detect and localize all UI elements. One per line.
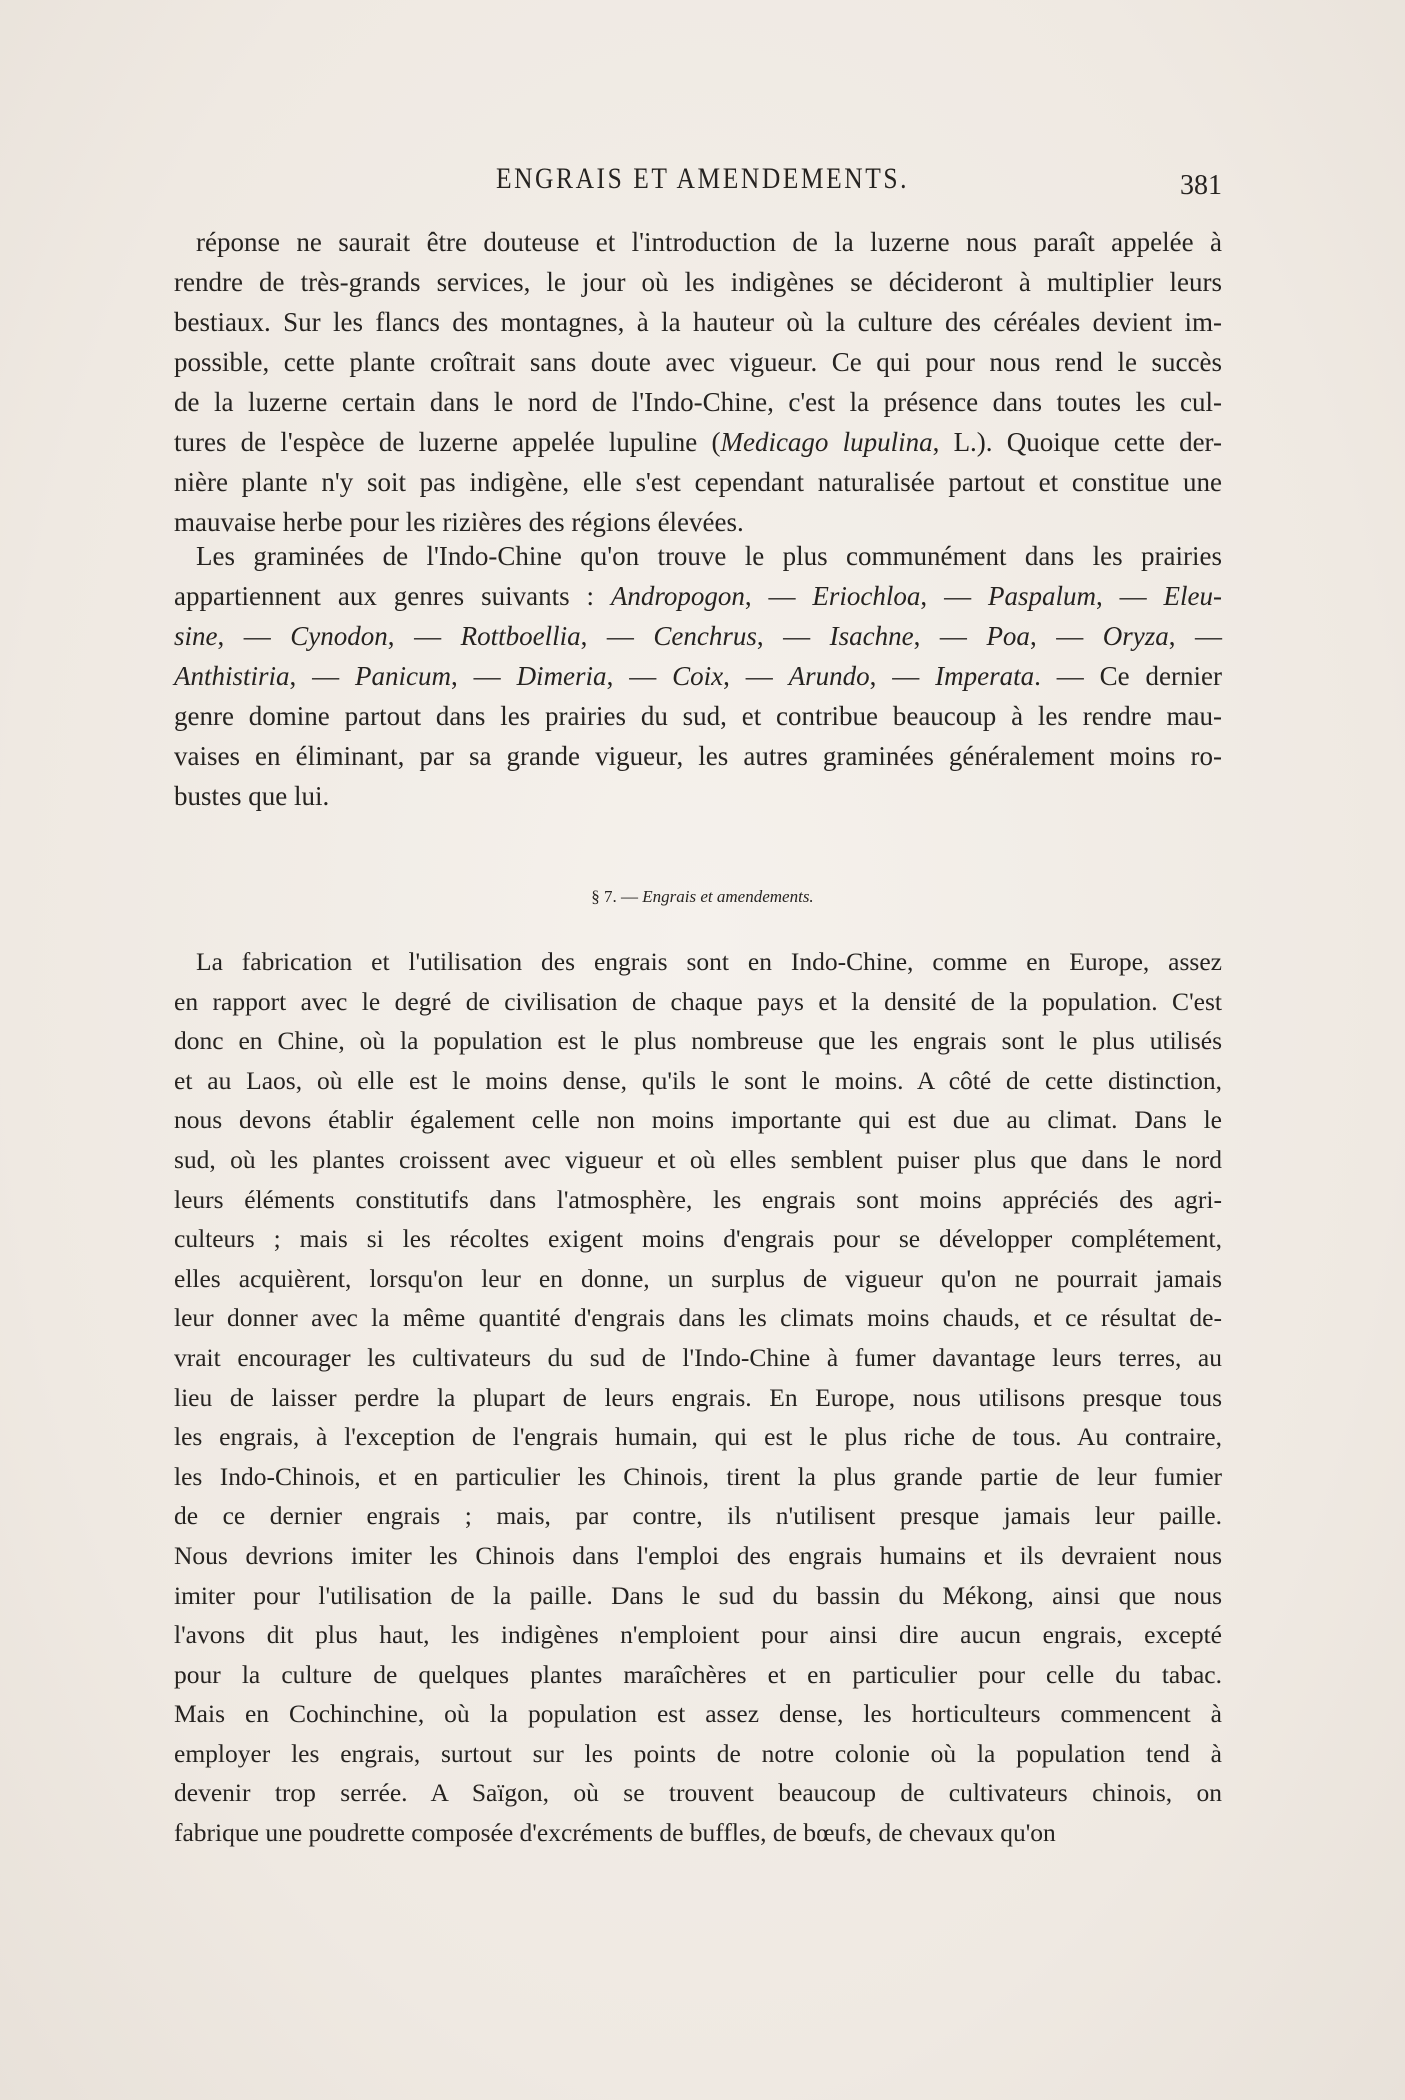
running-head: ENGRAIS ET AMENDEMENTS. [495,162,910,195]
text-line: possible, cette plante croîtrait sans doute avec vigueur. Ce qui pour nous rend le succès [174,347,1222,377]
text-line: Mais en Cochinchine, où la population est assez dense, les horticulteurs commencent à [174,1699,1222,1729]
page-number: 381 [1180,170,1222,201]
paragraph-engrais [174,942,1222,1853]
text-line: bestiaux. Sur les flancs des montagnes, à la hauteur où la culture des céréales devient im- [174,307,1222,337]
text-line: nous devons établir également celle non moins importante qui est due au climat. Dans le [174,1105,1222,1135]
text-line: Les graminées de l'Indo-Chine qu'on trouve le plus communément dans les prairies [196,541,1222,571]
text-line: donc en Chine, où la population est le plus nombreuse que les engrais sont le plus utilisés [174,1026,1222,1056]
text-line: lieu de laisser perdre la plupart de leurs engrais. En Europe, nous utilisons presque tous [174,1382,1222,1412]
text-line: bustes que lui. [174,781,330,811]
text-line: fabrique une poudrette composée d'excréments de buffles, de bœufs, de chevaux qu'on [174,1818,1056,1848]
section-heading [0,887,1405,907]
text-line: elles acquièrent, lorsqu'on leur en donne, un surplus de vigueur qu'on ne pourrait jamais [174,1263,1222,1293]
text-line: employer les engrais, surtout sur les points de notre colonie où la population tend à [174,1738,1222,1768]
text-line: nière plante n'y soit pas indigène, elle s'est cependant naturalisée partout et constitue une [174,467,1222,497]
text-line: culteurs ; mais si les récoltes exigent moins d'engrais pour se développer complétement, [174,1224,1222,1254]
text-line: en rapport avec le degré de civilisation de chaque pays et la densité de la population. C'est [174,986,1222,1016]
paragraph-luzerne [174,222,1222,542]
section-title: Engrais et amendements. [642,887,814,906]
text-line: La fabrication et l'utilisation des engrais sont en Indo-Chine, comme en Europe, assez [196,947,1222,976]
text-line: imiter pour l'utilisation de la paille. Dans le sud du bassin du Mékong, ainsi que nous [174,1580,1222,1610]
text-line: Nous devrions imiter les Chinois dans l'emploi des engrais humains et ils devraient nous [174,1540,1222,1570]
text-line: les Indo-Chinois, et en particulier les Chinois, tirent la plus grande partie de leur fumier [174,1461,1222,1491]
text-line: de ce dernier engrais ; mais, par contre, ils n'utilisent presque jamais leur paille. [174,1501,1222,1531]
text-line: leur donner avec la même quantité d'engrais dans les climats moins chauds, et ce résultat de- [174,1303,1222,1333]
text-line: vrait encourager les cultivateurs du sud de l'Indo-Chine à fumer davantage leurs terres, au [174,1342,1222,1372]
text-line: et au Laos, où elle est le moins dense, qu'ils le sont le moins. A côté de cette distinction, [174,1065,1222,1095]
text-line: genre domine partout dans les prairies du sud, et contribue beaucoup à les rendre mau- [174,701,1222,731]
text-line: Anthistiria, — Panicum, — Dimeria, — Coix, — Arundo, — Imperata. — Ce dernier [174,661,1223,691]
text-line: leurs éléments constitutifs dans l'atmosphère, les engrais sont moins appréciés des agri- [174,1184,1222,1214]
text-line: appartiennent aux genres suivants : Andropogon, — Eriochloa, — Paspalum, — Eleu- [174,581,1222,611]
text-line: sine, — Cynodon, — Rottboellia, — Cenchrus, — Isachne, — Poa, — Oryza, — [174,621,1223,651]
text-line: mauvaise herbe pour les rizières des régions élevées. [174,507,744,537]
text-line: réponse ne saurait être douteuse et l'introduction de la luzerne nous paraît appelée à [196,227,1222,257]
text-line: tures de l'espèce de luzerne appelée lupuline (Medicago lupulina, L.). Quoique cette der- [174,427,1222,457]
text-line: de la luzerne certain dans le nord de l'Indo-Chine, c'est la présence dans toutes les cul- [174,387,1222,417]
text-line: vaises en éliminant, par sa grande vigueur, les autres graminées généralement moins ro- [174,741,1222,771]
text-line: les engrais, à l'exception de l'engrais humain, qui est le plus riche de tous. Au contraire, [174,1422,1222,1452]
text-line: rendre de très-grands services, le jour où les indigènes se décideront à multiplier leurs [174,267,1222,297]
section-number: § 7. — [591,887,639,906]
text-line: sud, où les plantes croissent avec vigueur et où elles semblent puiser plus que dans le nord [174,1144,1222,1174]
text-line: devenir trop serrée. A Saïgon, où se trouvent beaucoup de cultivateurs chinois, on [174,1778,1222,1808]
paragraph-graminees [174,536,1222,816]
text-line: l'avons dit plus haut, les indigènes n'emploient pour ainsi dire aucun engrais, excepté [174,1620,1222,1650]
text-line: pour la culture de quelques plantes maraîchères et en particulier pour celle du tabac. [174,1659,1222,1689]
